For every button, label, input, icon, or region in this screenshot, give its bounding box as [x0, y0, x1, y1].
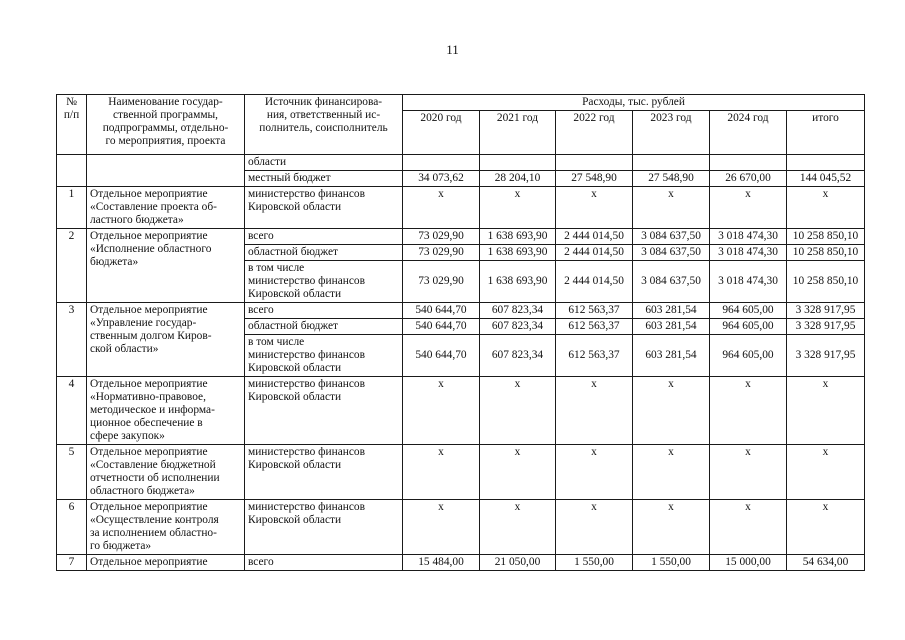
value-cell: 73 029,90 — [403, 245, 480, 261]
value-cell: 3 018 474,30 — [710, 229, 787, 245]
value-cell: x — [480, 445, 556, 500]
value-cell: 3 018 474,30 — [710, 261, 787, 303]
value-cell: x — [787, 187, 865, 229]
value-cell: x — [710, 187, 787, 229]
value-cell: 144 045,52 — [787, 171, 865, 187]
value-cell: 10 258 850,10 — [787, 261, 865, 303]
value-cell: x — [787, 500, 865, 555]
source-cell: министерство финансов Кировской области — [245, 445, 403, 500]
item-number: 5 — [57, 445, 87, 500]
value-cell: 607 823,34 — [480, 319, 556, 335]
value-cell: 10 258 850,10 — [787, 229, 865, 245]
value-cell: 964 605,00 — [710, 303, 787, 319]
item-name: Отдельное мероприятие «Составление бюджетной отчетности об исполнении областного бюджета» — [87, 445, 245, 500]
value-cell: 15 000,00 — [710, 555, 787, 571]
header-year-2024: 2024 год — [710, 111, 787, 155]
source-cell: всего — [245, 555, 403, 571]
value-cell: 607 823,34 — [480, 335, 556, 377]
source-cell: областной бюджет — [245, 245, 403, 261]
value-cell: 27 548,90 — [633, 171, 710, 187]
value-cell: 3 328 917,95 — [787, 335, 865, 377]
value-cell: 603 281,54 — [633, 335, 710, 377]
item-name: Отдельное мероприятие — [87, 555, 245, 571]
value-cell: 2 444 014,50 — [556, 261, 633, 303]
value-cell: x — [633, 187, 710, 229]
item-number: 4 — [57, 377, 87, 445]
value-cell: 21 050,00 — [480, 555, 556, 571]
source-cell: всего — [245, 229, 403, 245]
value-cell: 1 550,00 — [633, 555, 710, 571]
value-cell: 540 644,70 — [403, 335, 480, 377]
source-cell: министерство финансов Кировской области — [245, 500, 403, 555]
header-expenses: Расходы, тыс. рублей — [403, 95, 865, 111]
value-cell: 15 484,00 — [403, 555, 480, 571]
value-cell: x — [403, 500, 480, 555]
value-cell: x — [787, 377, 865, 445]
item-number: 7 — [57, 555, 87, 571]
value-cell: 540 644,70 — [403, 303, 480, 319]
header-total: итого — [787, 111, 865, 155]
value-cell: 3 328 917,95 — [787, 319, 865, 335]
value-cell: 1 638 693,90 — [480, 245, 556, 261]
value-cell: 2 444 014,50 — [556, 229, 633, 245]
value-cell: 540 644,70 — [403, 319, 480, 335]
page-number: 11 — [446, 42, 459, 57]
value-cell: 3 084 637,50 — [633, 261, 710, 303]
value-cell: 964 605,00 — [710, 335, 787, 377]
source-cell: министерство финансов Кировской области — [245, 377, 403, 445]
item-number: 1 — [57, 187, 87, 229]
table-row — [57, 229, 865, 245]
header-row — [57, 95, 865, 111]
value-cell: 3 018 474,30 — [710, 245, 787, 261]
value-cell: x — [633, 377, 710, 445]
value-cell: 27 548,90 — [556, 171, 633, 187]
item-name: Отдельное мероприятие «Исполнение областного бюджета» — [87, 229, 245, 303]
item-name: Отдельное мероприятие «Осуществление контроля за исполнением областно- го бюджета» — [87, 500, 245, 555]
value-cell: 2 444 014,50 — [556, 245, 633, 261]
value-cell: 612 563,37 — [556, 303, 633, 319]
source-cell: области — [245, 155, 403, 171]
value-cell: x — [556, 500, 633, 555]
value-cell: x — [480, 377, 556, 445]
header-year-2022: 2022 год — [556, 111, 633, 155]
item-number: 3 — [57, 303, 87, 377]
source-cell: в том числе министерство финансов Кировской области — [245, 261, 403, 303]
source-cell: областной бюджет — [245, 319, 403, 335]
item-name: Отдельное мероприятие «Составление проекта об- ластного бюджета» — [87, 187, 245, 229]
value-cell: 964 605,00 — [710, 319, 787, 335]
value-cell: 10 258 850,10 — [787, 245, 865, 261]
value-cell: 1 638 693,90 — [480, 261, 556, 303]
value-cell: x — [403, 377, 480, 445]
value-cell: 1 550,00 — [556, 555, 633, 571]
expenses-table — [56, 94, 865, 571]
header-year-2020: 2020 год — [403, 111, 480, 155]
header-year-2023: 2023 год — [633, 111, 710, 155]
value-cell: x — [710, 500, 787, 555]
value-cell: 603 281,54 — [633, 303, 710, 319]
value-cell: x — [556, 377, 633, 445]
table-row — [57, 187, 865, 229]
source-cell: местный бюджет — [245, 171, 403, 187]
value-cell: 34 073,62 — [403, 171, 480, 187]
table-row — [57, 555, 865, 571]
value-cell: x — [710, 377, 787, 445]
source-cell: министерство финансов Кировской области — [245, 187, 403, 229]
table-row — [57, 445, 865, 500]
header-name: Наименование государ- ственной программы, подпрограммы, отдельно- го мероприятия, проекта — [87, 95, 245, 155]
value-cell: 612 563,37 — [556, 335, 633, 377]
value-cell: x — [480, 187, 556, 229]
table-row — [57, 377, 865, 445]
value-cell: x — [633, 500, 710, 555]
item-number: 2 — [57, 229, 87, 303]
header-source: Источник финансирова- ния, ответственный ис- полнитель, соисполнитель — [245, 95, 403, 155]
table-row — [57, 303, 865, 319]
header-year-2021: 2021 год — [480, 111, 556, 155]
value-cell: x — [480, 500, 556, 555]
value-cell: 28 204,10 — [480, 171, 556, 187]
value-cell: 73 029,90 — [403, 229, 480, 245]
value-cell: 73 029,90 — [403, 261, 480, 303]
value-cell: 603 281,54 — [633, 319, 710, 335]
value-cell: x — [403, 445, 480, 500]
value-cell: 3 328 917,95 — [787, 303, 865, 319]
value-cell: 607 823,34 — [480, 303, 556, 319]
item-name: Отдельное мероприятие «Управление государ- ственным долгом Киров- ской области» — [87, 303, 245, 377]
value-cell: 3 084 637,50 — [633, 229, 710, 245]
value-cell: x — [710, 445, 787, 500]
table-row — [57, 155, 865, 171]
value-cell: 1 638 693,90 — [480, 229, 556, 245]
value-cell: 612 563,37 — [556, 319, 633, 335]
value-cell: x — [556, 445, 633, 500]
value-cell: x — [403, 187, 480, 229]
value-cell: x — [556, 187, 633, 229]
value-cell: x — [633, 445, 710, 500]
table-row — [57, 500, 865, 555]
value-cell: 54 634,00 — [787, 555, 865, 571]
value-cell: 26 670,00 — [710, 171, 787, 187]
value-cell: x — [787, 445, 865, 500]
source-cell: в том числе министерство финансов Кировской области — [245, 335, 403, 377]
header-num: № п/п — [57, 95, 87, 155]
item-number: 6 — [57, 500, 87, 555]
source-cell: всего — [245, 303, 403, 319]
item-name: Отдельное мероприятие «Нормативно-правовое, методическое и информа- ционное обеспечение в сфере закупок» — [87, 377, 245, 445]
value-cell: 3 084 637,50 — [633, 245, 710, 261]
